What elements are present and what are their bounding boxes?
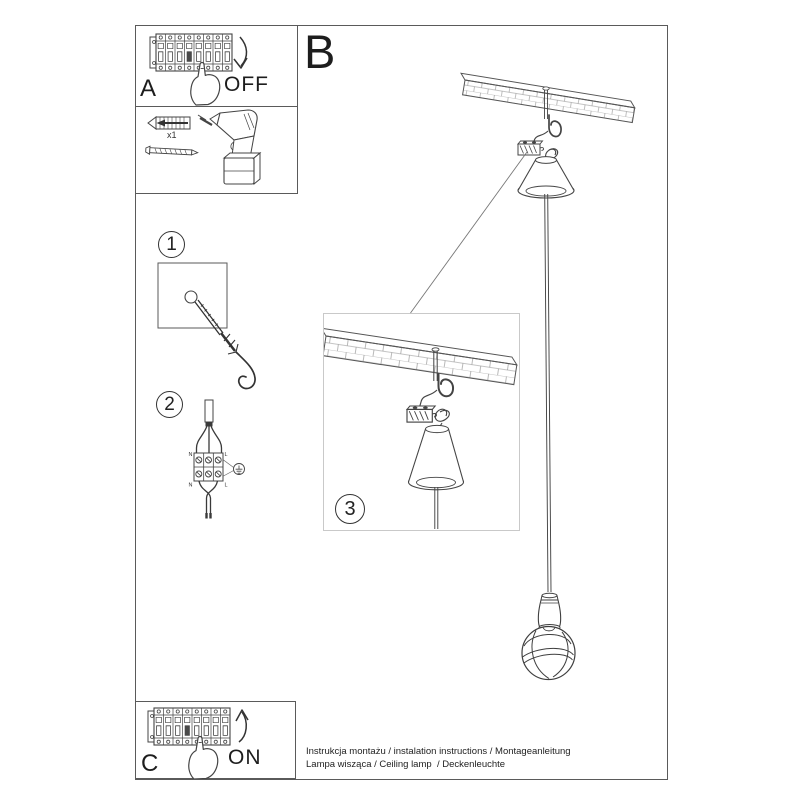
pendant-lamp-drawing bbox=[300, 55, 670, 717]
cord-closeup bbox=[435, 487, 438, 529]
step-3-number bbox=[335, 494, 365, 524]
footer-line-1: Instrukcja montażu / instalation instructions / Montageanleitung bbox=[306, 746, 571, 757]
leader-line bbox=[411, 152, 528, 313]
step-1-number-text: 1 bbox=[166, 233, 177, 255]
drill-hole bbox=[185, 291, 197, 303]
light-bulb-icon bbox=[522, 627, 575, 680]
power-cord bbox=[545, 194, 551, 592]
footer-line-2: Lampa wisząca / Ceiling lamp / Deckenleuchte bbox=[306, 758, 506, 770]
terminal-label-n-top: N bbox=[188, 452, 193, 458]
step-3-number-text: 3 bbox=[344, 497, 356, 520]
power-off-label: OFF bbox=[224, 73, 269, 96]
curved-arrow-up-icon bbox=[236, 710, 248, 742]
terminal-label-l-top: L bbox=[224, 452, 228, 458]
terminal-label-n-bottom: N bbox=[188, 482, 193, 489]
dowel-quantity-label: x1 bbox=[167, 130, 177, 140]
curved-arrow-down-icon bbox=[234, 37, 247, 68]
terminal-block-icon bbox=[518, 141, 544, 155]
section-a-label: A bbox=[140, 75, 157, 102]
ceiling-panel bbox=[458, 73, 636, 122]
step-2-number bbox=[156, 391, 183, 418]
power-off-illustration bbox=[135, 25, 297, 106]
screw-icon bbox=[146, 146, 198, 157]
circuit-breaker-icon bbox=[150, 34, 232, 71]
section-b-label: B bbox=[304, 25, 336, 78]
terminal-label-l-bottom: L bbox=[224, 482, 228, 489]
canopy-closeup bbox=[409, 425, 464, 489]
terminal-block-closeup bbox=[407, 406, 436, 422]
power-cable-icon bbox=[197, 400, 222, 453]
footer bbox=[306, 746, 571, 771]
tools-illustration bbox=[135, 106, 297, 194]
lamp-socket bbox=[538, 593, 560, 630]
section-c-label: C bbox=[141, 750, 159, 777]
circuit-breaker-icon bbox=[148, 708, 230, 745]
step1-hook-installation bbox=[150, 258, 265, 398]
power-drill-icon bbox=[198, 110, 260, 184]
terminal-block-icon bbox=[194, 453, 223, 481]
wall-plug-icon bbox=[148, 117, 190, 129]
step-1-number bbox=[158, 231, 185, 258]
step-2-number-text: 2 bbox=[164, 393, 175, 415]
lamp-wires bbox=[199, 481, 218, 519]
earth-symbol-icon bbox=[224, 460, 245, 476]
ceiling-panel-closeup bbox=[317, 328, 518, 384]
power-on-illustration bbox=[135, 701, 296, 779]
power-on-label: ON bbox=[228, 746, 262, 769]
ceiling-canopy bbox=[518, 157, 574, 198]
